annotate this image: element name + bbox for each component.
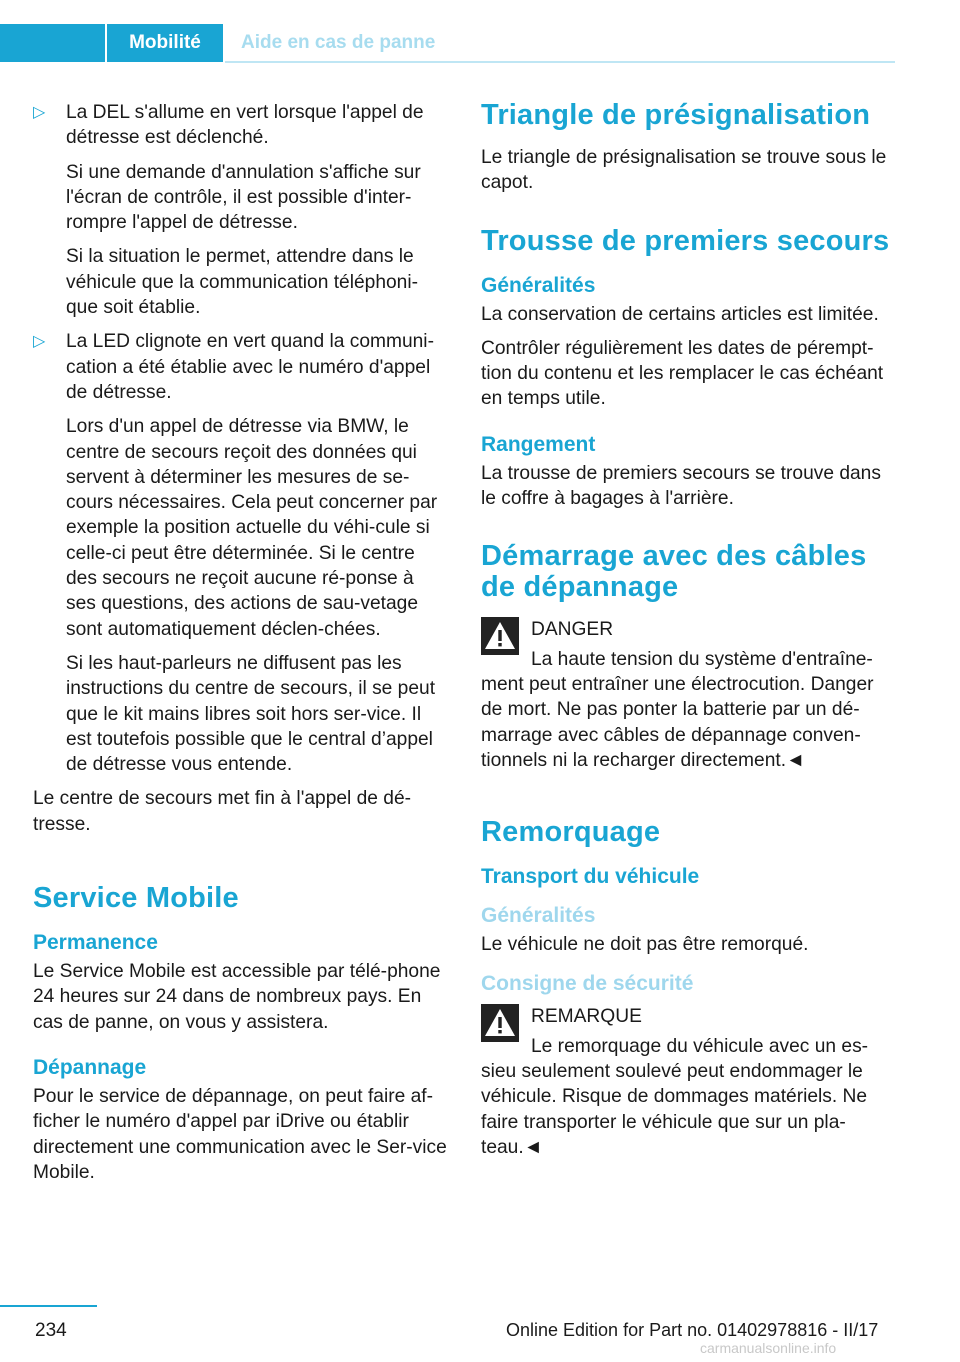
- danger-warning-block: [481, 617, 895, 773]
- heading-service-mobile: Service Mobile: [33, 882, 239, 915]
- heading-permanence: Permanence: [33, 931, 158, 955]
- header-underline: [225, 61, 895, 63]
- end-call-paragraph: Le centre de secours met fin à l'appel de dé-tresse.: [33, 788, 412, 835]
- heading-generalites-2: Généralités: [481, 904, 596, 928]
- bullet-led-text: La LED clignote en vert quand la communi-cation a été établie avec le numéro d'appel de détresse.: [66, 331, 434, 403]
- heading-remorquage: Remorquage: [481, 816, 661, 849]
- left-column: [33, 100, 448, 1194]
- remarque-text-line-1: Le remorquage du véhicule avec un es-: [531, 1035, 869, 1057]
- heading-rangement: Rangement: [481, 432, 596, 456]
- rangement-paragraph: La trousse de premiers secours se trouve dans le coffre à bagages à l'arrière.: [481, 462, 881, 510]
- danger-text-rest: ment peut entraîner une électrocution. Danger de mort. Ne pas ponter la batterie par un dé-marrage avec câbles de dépannage conven-tionnels ni la recharger directement.◄: [481, 673, 874, 771]
- bullet-led-para-3: Si les haut-parleurs ne diffusent pas les instructions du centre de secours, il se peut que le kit mains libres soit hors ser-vice. Il est toutefois possible que le central d’appel de détresse vous entende.: [66, 652, 436, 776]
- bullet-del-para-2: Si une demande d'annulation s'affiche sur l'écran de contrôle, il est possible d'inter-rompre l'appel de détresse.: [66, 161, 421, 234]
- remarque-notice-block: [481, 1004, 895, 1160]
- triangle-paragraph: Le triangle de présignalisation se trouve sous le capot.: [481, 147, 887, 194]
- warning-triangle-icon: [481, 617, 519, 655]
- right-column: [481, 100, 895, 1169]
- bullet-triangle-icon: ▷: [33, 333, 46, 351]
- bullet-del-text: La DEL s'allume en vert lorsque l'appel de détresse est déclenché.: [66, 102, 424, 149]
- header-blank-tab: [0, 24, 105, 62]
- permanence-paragraph: Le Service Mobile est accessible par télé-phone 24 heures sur 24 dans de nombreux pays. En cas de panne, on vous y assistera.: [33, 961, 441, 1033]
- remarque-label: REMARQUE: [531, 1006, 642, 1028]
- depannage-paragraph: Pour le service de dépannage, on peut faire af-ficher le numéro d'appel par iDrive ou établir directement une communication avec le Ser-vice Mobile.: [33, 1085, 447, 1183]
- danger-text-line-1: La haute tension du système d'entraîne-: [531, 648, 873, 670]
- footer-edition: Online Edition for Part no. 01402978816 - II/17: [506, 1320, 879, 1340]
- header-chapter-aide: Aide en cas de panne: [225, 24, 895, 62]
- watermark-text: carmanualsonline.info: [700, 1340, 837, 1356]
- header-section-mobilite: Mobilité: [107, 24, 223, 62]
- remarque-text-rest: sieu seulement soulevé peut endommager le véhicule. Risque de dommages matériels. Ne faire transporter le véhicule que sur un pla-teau.◄: [481, 1061, 868, 1158]
- heading-triangle: Triangle de présignalisation: [481, 99, 871, 131]
- heading-transport: Transport du véhicule: [481, 865, 700, 889]
- danger-label: DANGER: [531, 619, 614, 641]
- bullet-item-del: [33, 100, 448, 151]
- bullet-item-led: [33, 329, 448, 405]
- heading-depannage: Dépannage: [33, 1055, 147, 1079]
- generalites-paragraph-1: La conservation de certains articles est limitée.: [481, 303, 879, 325]
- heading-consigne: Consigne de sécurité: [481, 972, 694, 996]
- page-number: 234: [35, 1320, 67, 1341]
- bullet-del-para-3: Si la situation le permet, attendre dans le véhicule que la communication téléphoni-que soit établie.: [66, 246, 418, 319]
- heading-trousse: Trousse de premiers secours: [481, 224, 890, 257]
- heading-generalites: Généralités: [481, 273, 596, 297]
- warning-triangle-icon: [481, 1004, 519, 1042]
- heading-demarrage: Démarrage avec des câbles de dépannage: [481, 540, 867, 604]
- bullet-triangle-icon: ▷: [33, 104, 46, 121]
- generalites-paragraph-2: Contrôler régulièrement les dates de pérempt-tion du contenu et les remplacer le cas échéant en temps utile.: [481, 337, 884, 410]
- footer-divider: [0, 1305, 97, 1307]
- bullet-led-para-2: Lors d'un appel de détresse via BMW, le centre de secours reçoit des données qui servent à déterminer les mesures de se-cours nécessaires. Cela peut concerner par exemple la position actuelle du véhi-cule si celle-ci peut être déterminée. Si le centre des secours ne reçoit aucune ré-ponse à ses questions, des actions de sau-vetage sont automatiquement déclen-chées.: [66, 416, 438, 640]
- generalites-2-paragraph: Le véhicule ne doit pas être remorqué.: [481, 934, 809, 956]
